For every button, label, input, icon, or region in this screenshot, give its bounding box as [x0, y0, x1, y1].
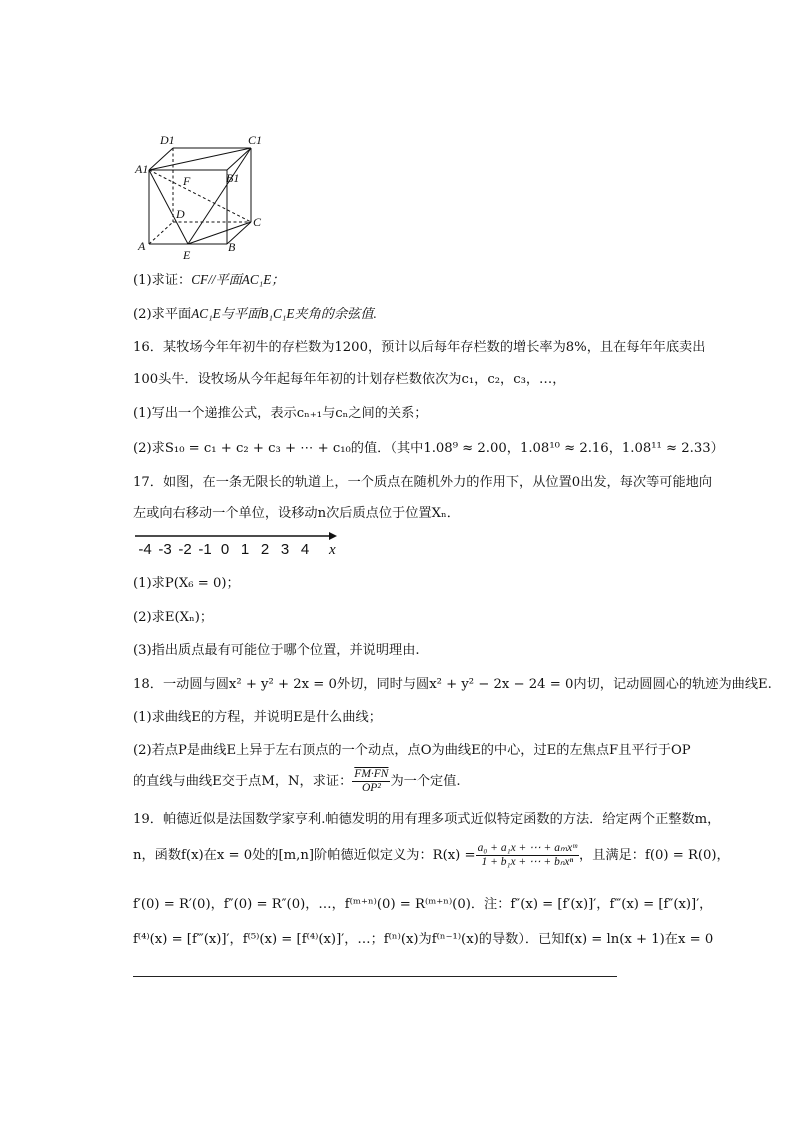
q19-line2	[133, 842, 730, 870]
label-d: D	[176, 207, 185, 221]
label-d1: D1	[160, 133, 175, 147]
number-line-tick-0: 0	[220, 541, 230, 558]
seg-e-c	[188, 222, 251, 244]
q18-part2-line1: (2)若点P是曲线E上异于左右顶点的一个动点，点O为曲线E的中心，过E的左焦点F且平行于OP	[133, 743, 691, 758]
q15-part1-expr: CF//平面AC₁E；	[191, 272, 285, 287]
q19-fraction-numerator: a₀ + a₁x + ⋯ + aₘxᵐ	[477, 842, 578, 854]
label-b1: B1	[226, 171, 240, 185]
q18-part2-line2-suffix: 为一个定值.	[390, 774, 461, 789]
label-e: E	[183, 248, 191, 262]
number-line-tick--1: -1	[198, 541, 212, 558]
q15-part2-expr: AC₁E与平面B₁C₁E夹角的余弦值.	[191, 306, 377, 321]
q19-line4: f⁽⁴⁾(x) = [f‴(x)]′，f⁽⁵⁾(x) = [f⁽⁴⁾(x)]′，…；f⁽ⁿ⁾(x)为f⁽ⁿ⁻¹⁾(x)的导数）．已知f(x) = ln(x + 1)在x = 0	[133, 932, 714, 947]
footer-rule	[133, 976, 617, 977]
q16-line2: 100头牛．设牧场从今年起每年年初的计划存栏数依次为c₁，c₂，c₃，…，	[133, 372, 566, 387]
label-a: A	[138, 239, 146, 253]
edge-a1-d1	[149, 148, 173, 170]
seg-a1-c1	[149, 148, 251, 170]
q19-line2-suffix: ，且满足：f(0) = R(0)，	[579, 848, 730, 863]
q18-fraction	[352, 768, 390, 795]
number-line-tick-3: 3	[280, 541, 290, 558]
q17-part2: (2)求E(Xₙ)；	[133, 610, 214, 625]
q15-part1-prefix: (1)求证：	[133, 273, 192, 288]
q15-part2	[133, 305, 377, 324]
number-line-tick--4: -4	[138, 541, 152, 558]
seg-e-c1	[188, 148, 251, 244]
number-line-axis-label: x	[329, 542, 336, 558]
q17-part1: (1)求P(X₆ = 0)；	[133, 576, 240, 591]
label-f: F	[183, 174, 191, 188]
q18-fraction-denominator: OP²	[362, 782, 381, 794]
q18-part1: (1)求曲线E的方程，并说明E是什么曲线；	[133, 710, 382, 725]
q15-part1	[133, 271, 284, 290]
q18-part2-line2-prefix: 的直线与曲线E交于点M，N，求证：	[133, 774, 353, 789]
number-line-tick-2: 2	[260, 541, 270, 558]
label-b: B	[228, 240, 236, 254]
number-line-tick--3: -3	[158, 541, 172, 558]
label-c1: C1	[248, 133, 263, 147]
number-line-tick-1: 1	[240, 541, 250, 558]
q19-line3: f′(0) = R′(0)，f″(0) = R″(0)，…，f⁽ᵐ⁺ⁿ⁾(0) = R⁽ᵐ⁺ⁿ⁾(0)．注：f″(x) = [f′(x)]′，f‴(x) = [f″(x)]′，	[133, 897, 713, 912]
q19-fraction-denominator: 1 + b₁x + ⋯ + bₙxⁿ	[481, 856, 574, 868]
q19-line1: 19．帕德近似是法国数学家亨利.帕德发明的用有理多项式近似特定函数的方法．给定两个正整数m，	[133, 812, 721, 827]
q18-line1: 18．一动圆与圆x² + y² + 2x = 0外切，同时与圆x² + y² − 2x − 24 = 0内切，记动圆圆心的轨迹为曲线E.	[133, 677, 772, 692]
q16-part2: (2)求S₁₀ = c₁ + c₂ + c₃ + ⋯ + c₁₀的值．（其中1.08⁹ ≈ 2.00，1.08¹⁰ ≈ 2.16，1.08¹¹ ≈ 2.33）	[133, 441, 724, 456]
q18-part2-line2	[133, 768, 461, 795]
number-line-tick--2: -2	[178, 541, 192, 558]
number-line-tick-4: 4	[300, 541, 310, 558]
number-line-arrow	[329, 532, 337, 540]
q16-line1: 16．某牧场今年年初牛的存栏数为1200，预计以后每年存栏数的增长率为8%，且在每年年底卖出	[133, 340, 706, 355]
q18-fraction-numerator: FM·FN	[354, 768, 389, 780]
number-line	[133, 532, 338, 558]
q17-line1: 17．如图，在一条无限长的轨道上，一个质点在随机外力的作用下，从位置0出发，每次等可能地向	[133, 475, 713, 490]
label-c: C	[253, 215, 262, 229]
hidden-edge-a-d	[149, 222, 173, 244]
q16-part1: (1)写出一个递推公式，表示cₙ₊₁与cₙ之间的关系；	[133, 406, 428, 421]
q17-part3: (3)指出质点最有可能位于哪个位置，并说明理由.	[133, 643, 420, 658]
q19-line2-prefix: n，函数f(x)在x = 0处的[m,n]阶帕德近似定义为：R(x) =	[133, 848, 476, 863]
q17-line2: 左或向右移动一个单位，设移动n次后质点位于位置Xₙ．	[133, 506, 460, 521]
cube-figure	[130, 128, 280, 263]
label-a1: A1	[135, 162, 149, 176]
q19-pade-fraction	[476, 842, 579, 869]
q15-part2-prefix: (2)求平面	[133, 307, 192, 322]
